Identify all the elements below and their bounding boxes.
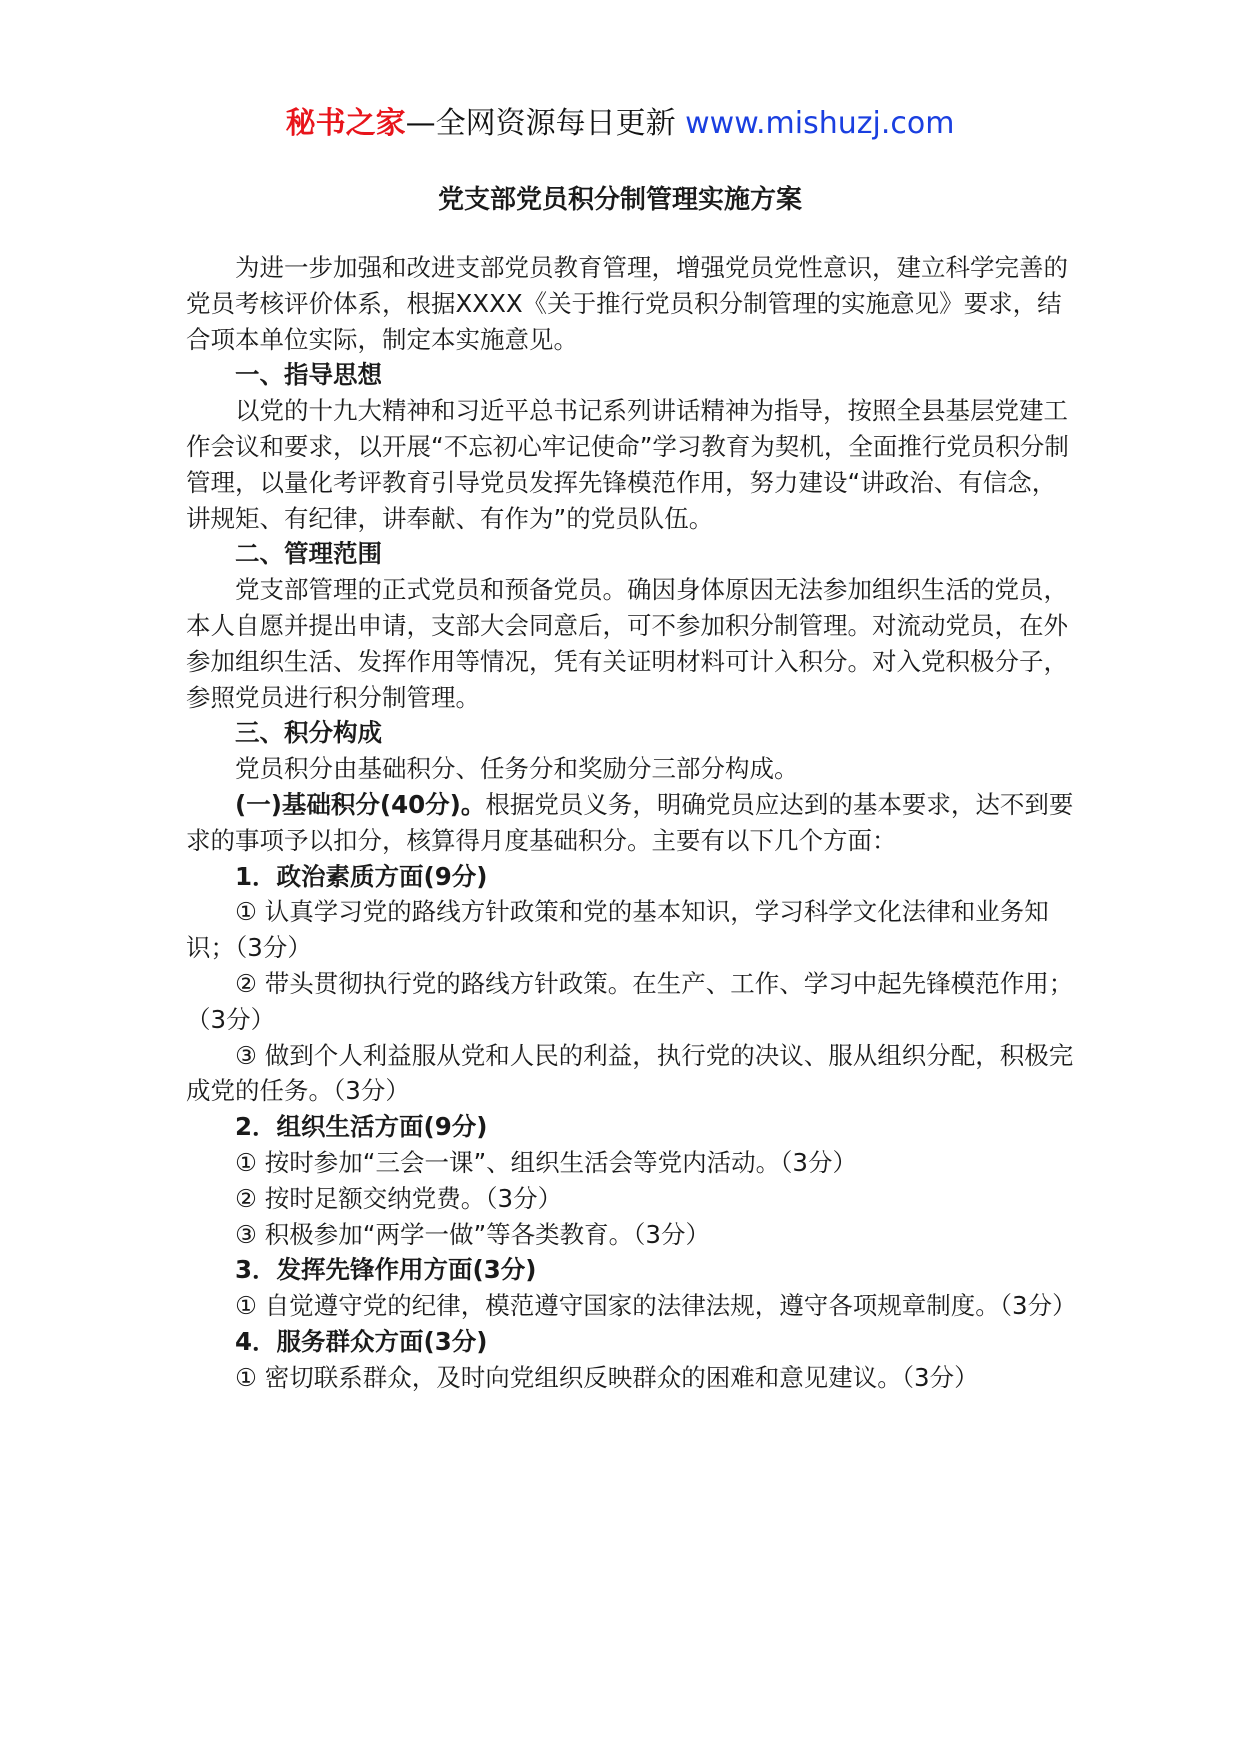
- list-item: ① 自觉遵守党的纪律，模范遵守国家的法律法规，遵守各项规章制度。（3分）: [235, 1291, 1077, 1321]
- list-item: ③ 做到个人利益服从党和人民的利益，执行党的决议、服从组织分配，积极完成党的任务。（3分）: [186, 1040, 1074, 1106]
- subheading-political: 1．政治素质方面(9分): [235, 861, 488, 891]
- site-header: [0, 104, 1240, 144]
- section-heading-guiding-thought: 一、指导思想: [235, 360, 382, 390]
- list-item: ① 密切联系群众，及时向党组织反映群众的困难和意见建议。（3分）: [235, 1362, 979, 1392]
- list-item: ② 按时足额交纳党费。（3分）: [235, 1183, 563, 1213]
- body-paragraph: 以党的十九大精神和习近平总书记系列讲话精神为指导，按照全县基层党建工作会议和要求，以开展“不忘初心牢记使命”学习教育为契机，全面推行党员积分制管理，以量化考评教育引导党员发挥先锋模范作用，努力建设“讲政治、有信念，讲规矩、有纪律，讲奉献、有作为”的党员队伍。: [186, 396, 1069, 533]
- document-body: [186, 250, 1076, 1396]
- header-slogan: —全网资源每日更新: [405, 106, 676, 141]
- intro-paragraph: 为进一步加强和改进支部党员教育管理，增强党员党性意识，建立科学完善的党员考核评价体系，根据XXXX《关于推行党员积分制管理的实施意见》要求，结合项本单位实际，制定本实施意见。: [186, 253, 1068, 354]
- subheading-organization: 2．组织生活方面(9分): [235, 1112, 488, 1142]
- list-item: ① 按时参加“三会一课”、组织生活会等党内活动。（3分）: [235, 1147, 857, 1177]
- subheading-service: 4．服务群众方面(3分): [235, 1326, 488, 1356]
- basic-score-paragraph: [186, 787, 1076, 859]
- list-item: ③ 积极参加“两学一做”等各类教育。（3分）: [235, 1219, 710, 1249]
- section-heading-scope: 二、管理范围: [235, 539, 382, 569]
- body-paragraph: 党支部管理的正式党员和预备党员。确因身体原因无法参加组织生活的党员，本人自愿并提出申请，支部大会同意后，可不参加积分制管理。对流动党员，在外参加组织生活、发挥作用等情况，凭有关证明材料可计入积分。对入党积极分子，参照党员进行积分制管理。: [186, 575, 1068, 712]
- subheading-vanguard: 3．发挥先锋作用方面(3分): [235, 1255, 537, 1285]
- section-heading-composition: 三、积分构成: [235, 718, 382, 748]
- basic-score-text: 根据党员义务，明确党员应达到的基本要求，达不到要求的事项予以扣分，核算得月度基础积分。主要有以下几个方面：: [186, 789, 1074, 855]
- body-paragraph: 党员积分由基础积分、任务分和奖励分三部分构成。: [235, 754, 799, 784]
- brand-name: 秘书之家: [285, 106, 406, 141]
- list-item: ② 带头贯彻执行党的路线方针政策。在生产、工作、学习中起先锋模范作用；（3分）: [186, 968, 1074, 1034]
- document-title: 党支部党员积分制管理实施方案: [437, 185, 802, 215]
- website-link[interactable]: www.mishuzj.com: [685, 106, 955, 141]
- basic-score-lead: (一)基础积分(40分)。: [235, 789, 486, 819]
- list-item: ① 认真学习党的路线方针政策和党的基本知识，学习科学文化法律和业务知识；（3分）: [186, 897, 1049, 963]
